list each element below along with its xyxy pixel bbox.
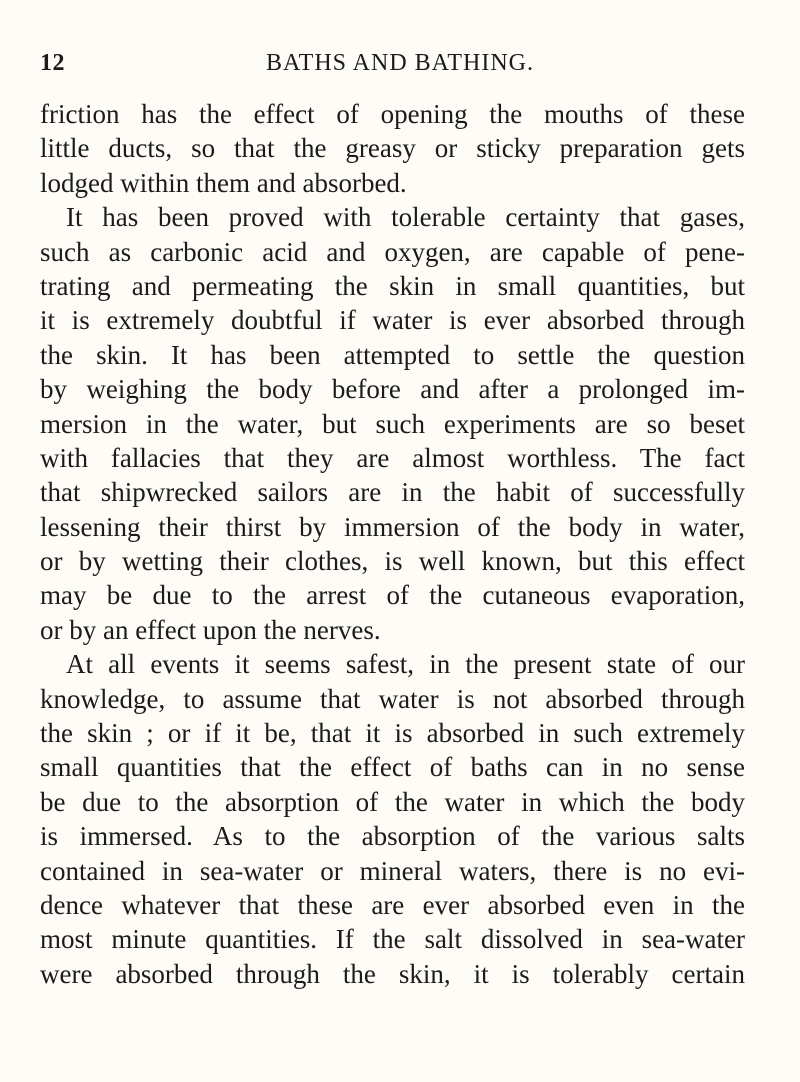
text-line: lodged within them and absorbed. <box>40 167 407 198</box>
text-line: with fallacies that they are almost worthless. The fact <box>40 442 745 473</box>
text-line: it is extremely doubtful if water is ever absorbed through <box>40 305 745 336</box>
running-head <box>40 50 740 80</box>
text-line: mersion in the water, but such experiments are so beset <box>40 408 745 439</box>
text-line: contained in sea-water or mineral waters, there is no evi- <box>40 855 745 886</box>
text-line: by weighing the body before and after a prolonged im- <box>40 374 745 405</box>
text-line: be due to the absorption of the water in which the body <box>40 786 745 817</box>
text-line: most minute quantities. If the salt dissolved in sea-water <box>40 924 745 955</box>
text-line: is immersed. As to the absorption of the various salts <box>40 821 745 852</box>
text-line: were absorbed through the skin, it is tolerably certain <box>40 958 745 989</box>
text-line: friction has the effect of opening the mouths of these <box>40 99 745 129</box>
text-line: lessening their thirst by immersion of the body in water, <box>40 511 745 542</box>
text-line: At all events it seems safest, in the present state of our <box>66 649 745 680</box>
text-line: dence whatever that these are ever absorbed even in the <box>40 889 745 920</box>
text-line: or by an effect upon the nerves. <box>40 614 381 645</box>
text-line: trating and permeating the skin in small quantities, but <box>40 270 745 301</box>
text-line: the skin. It has been attempted to settle the question <box>40 339 745 370</box>
text-line: may be due to the arrest of the cutaneous evaporation, <box>40 580 745 611</box>
running-title: BATHS AND BATHING. <box>265 50 535 76</box>
text-line: such as carbonic acid and oxygen, are capable of pene- <box>40 236 745 267</box>
text-line: that shipwrecked sailors are in the habit of successfully <box>40 477 745 508</box>
body-text <box>40 97 745 991</box>
text-line: small quantities that the effect of baths can in no sense <box>40 752 745 783</box>
text-line: little ducts, so that the greasy or sticky preparation gets <box>40 133 745 164</box>
text-line: It has been proved with tolerable certainty that gases, <box>66 202 745 233</box>
text-line: knowledge, to assume that water is not absorbed through <box>40 683 745 714</box>
text-line: or by wetting their clothes, is well known, but this effect <box>40 546 745 577</box>
page-number: 12 <box>40 50 65 76</box>
text-line: the skin ; or if it be, that it is absorbed in such extremely <box>40 718 745 749</box>
